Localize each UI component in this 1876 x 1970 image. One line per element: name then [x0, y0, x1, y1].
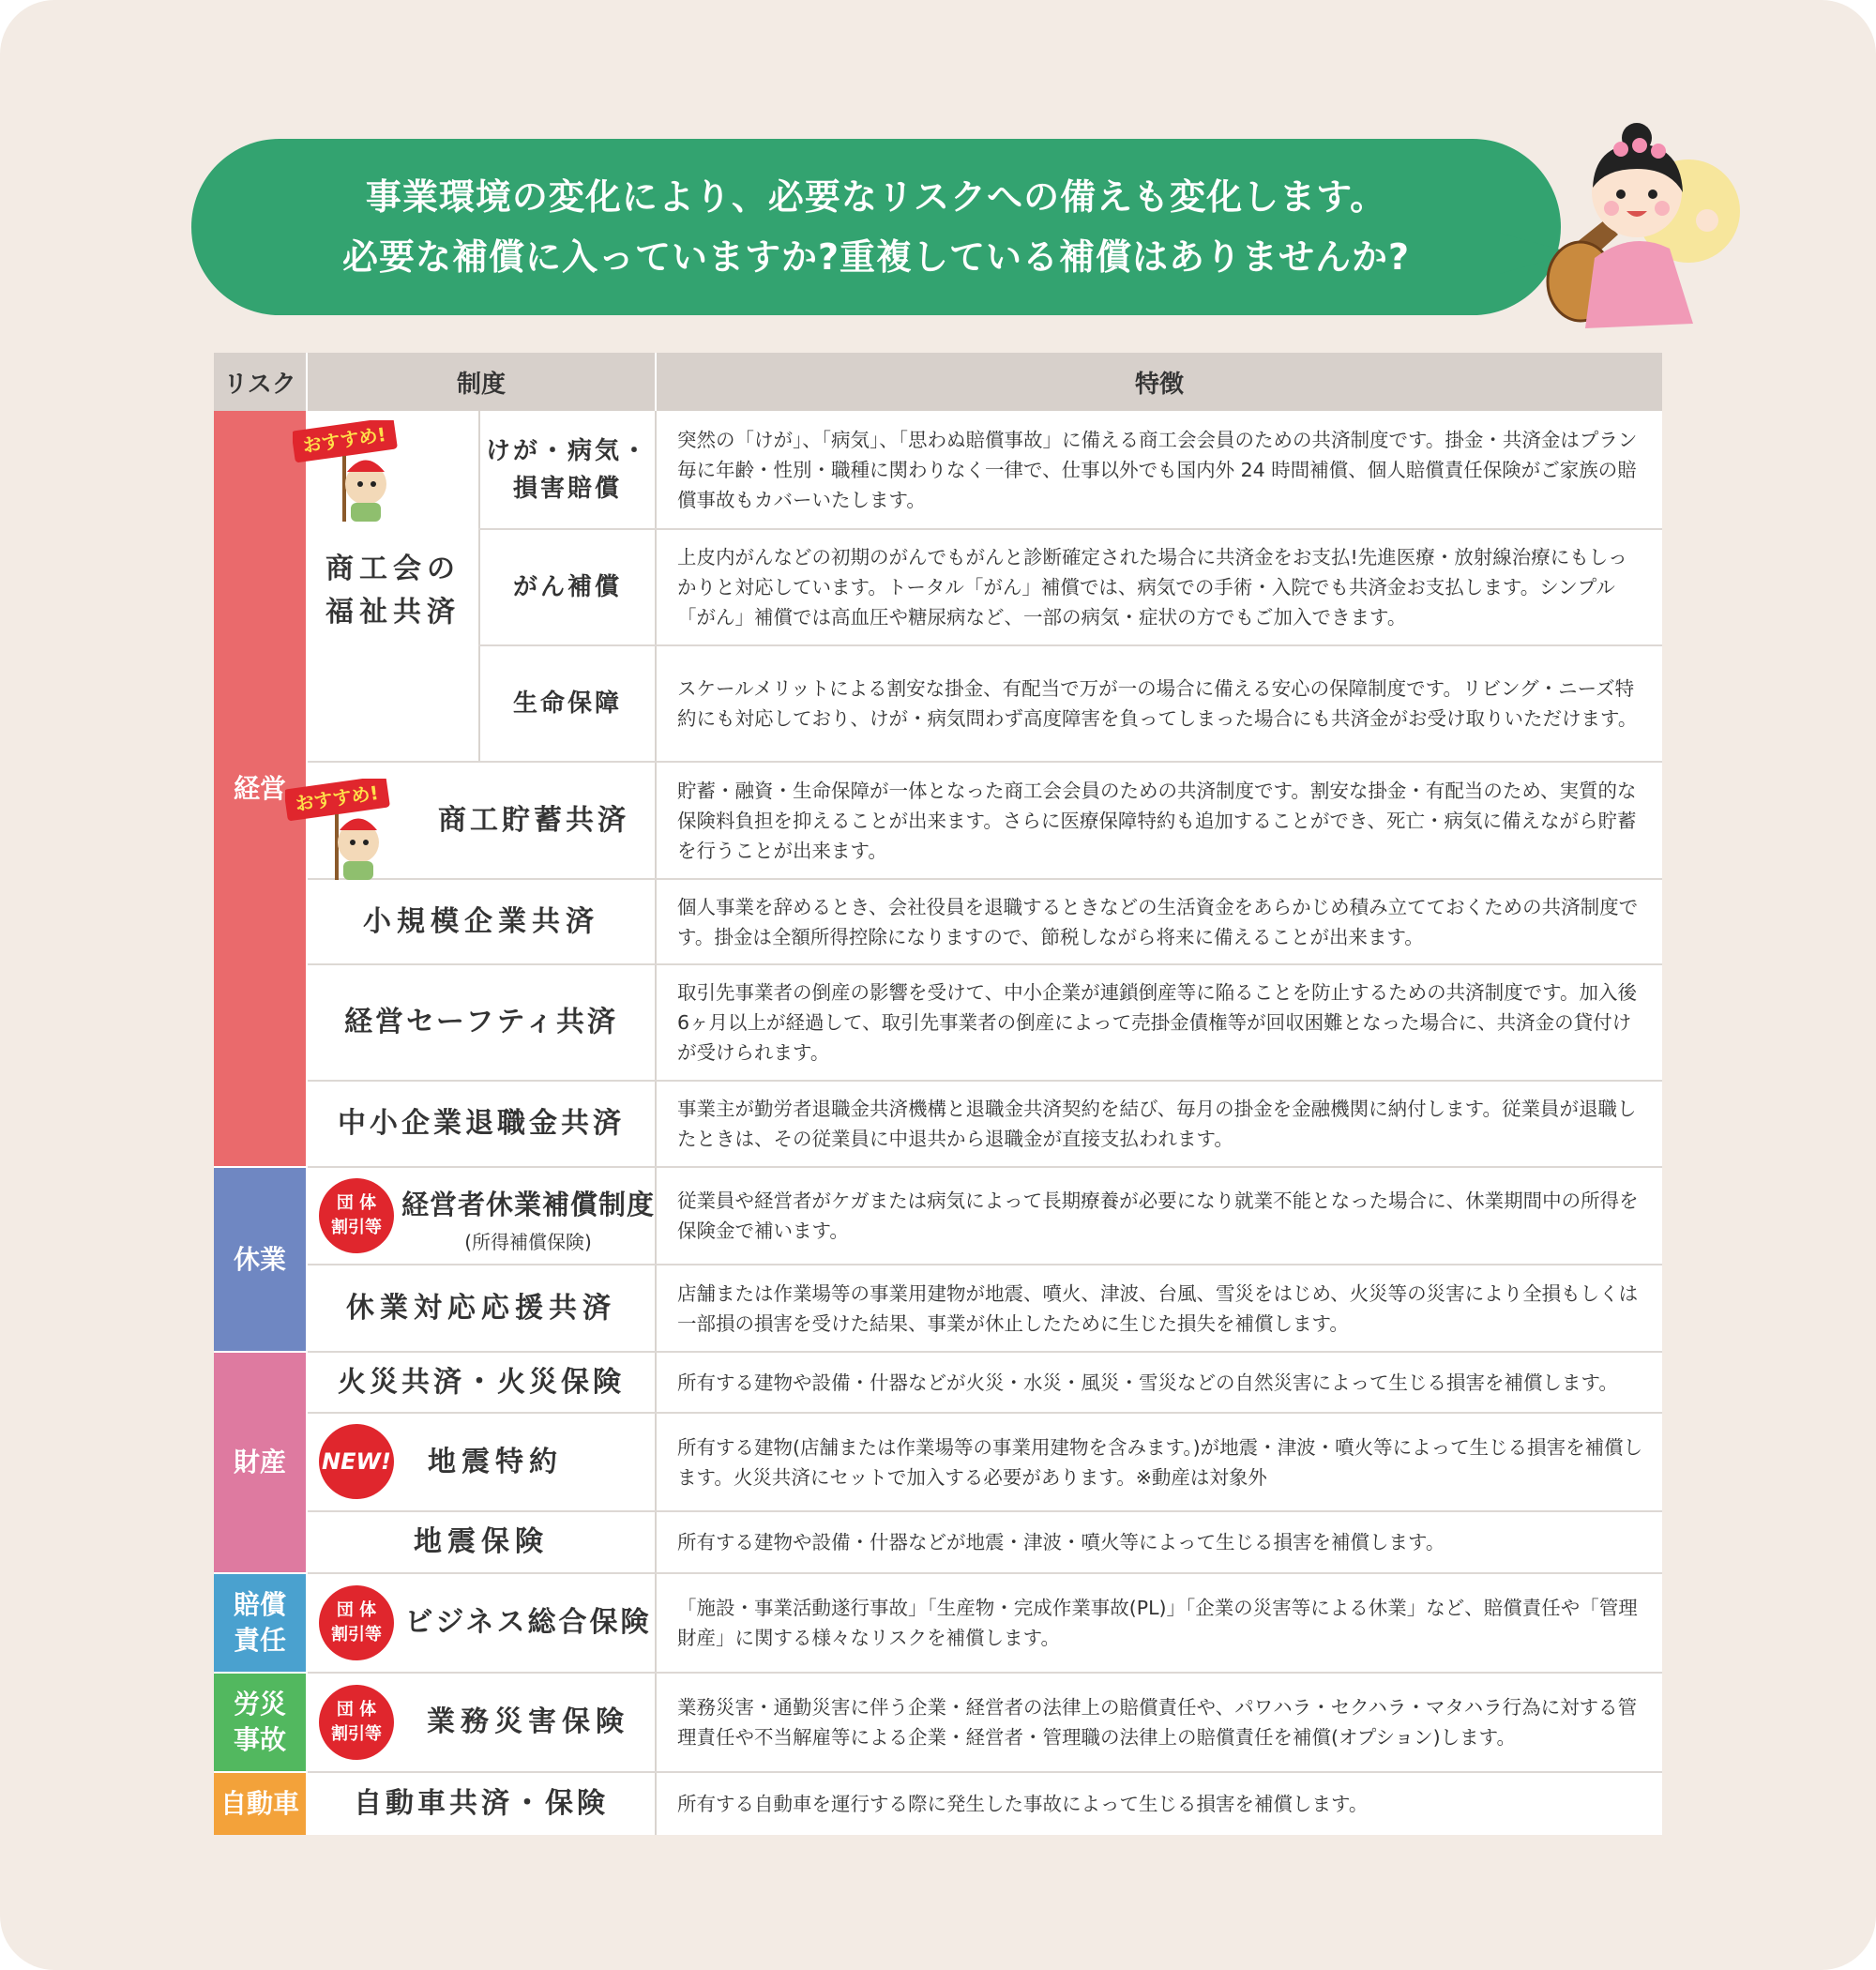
- kyugyo-ouen-name: 休業対応応援共済: [346, 1291, 616, 1325]
- kasai-name: 火災共済・火災保険: [338, 1365, 625, 1399]
- taishokukin-kyosai-feature: 事業主が勤労者退職金共済機構と退職金共済契約を結び、毎月の掛金を金融機関に納付します。従業員が退職したときは、その従業員に中退共から退職金が直接支払われます。: [677, 1098, 1637, 1150]
- group-discount-badge: 団 体 割引等: [319, 1685, 394, 1760]
- fukushi-cancer-feature: 上皮内がんなどの初期のがんでもがんと診断確定された場合に共済金をお支払!先進医療・放射線治療にもしっかりと対応しています。トータル「がん」補償では、病気での手術・入院でも共済金お支払します。シンプル「がん」補償では高血圧や糖尿病など、一部の病気・症状の方でもご加入できます。: [677, 546, 1627, 629]
- column-divider: [655, 411, 657, 1835]
- jishin-tokuyaku-name: 地震特約: [428, 1445, 563, 1478]
- category-keiei: 経営: [214, 411, 306, 1166]
- chochiku-kyosai-name: 商工貯蓄共済: [438, 803, 629, 837]
- category-jidosha: 自動車: [214, 1773, 306, 1835]
- gyomu-saigai-name: 業務災害保険: [427, 1705, 629, 1738]
- shokibo-kigyo-feature: 個人事業を辞めるとき、会社役員を退職するときなどの生活資金をあらかじめ積み立てておくための共済制度です。掛金は全額所得控除になりますので、節税しながら将来に備えることが出来ます。: [677, 895, 1639, 948]
- jishin-hoken-feature: 所有する建物や設備・什器などが地震・津波・噴火等によって生じる損害を補償します。: [677, 1531, 1445, 1553]
- banner-text: [191, 167, 1561, 287]
- jishin-tokuyaku-feature: 所有する建物(店舗または作業場等の事業用建物を含みます。)が地震・津波・噴火等によって生じる損害を補償します。火災共済にセットで加入する必要があります。※動産は対象外: [677, 1435, 1643, 1489]
- fukushi-injury-feature: 突然の「けが」、「病気」、「思わぬ賠償事故」に備える商工会会員のための共済制度です。掛金・共済金はプラン毎に年齢・性別・職種に関わりなく一律で、仕事以外でも国内外 24 時間補償、個人賠償責任保険がご家族の賠償事故もカバーいたします。: [677, 428, 1638, 511]
- kyugyo-ouen-feature: 店舗または作業場等の事業用建物が地震、噴火、津波、台風、雪災をはじめ、火災等の災害により全損もしくは一部損の損害を受けた結果、事業が休止したために生じた損失を補償します。: [677, 1281, 1639, 1335]
- osusume-mascot-badge: [293, 420, 405, 523]
- new-badge: NEW!: [319, 1424, 394, 1499]
- kyugyo-hosho-name: 経営者休業補償制度: [401, 1189, 656, 1220]
- osusume-label: おすすめ!: [294, 780, 381, 816]
- fukushi-sub-cancer: がん補償: [512, 573, 622, 601]
- safety-kyosai-name: 経営セーフティ共済: [344, 1006, 618, 1038]
- category-baisho: 賠償 責任: [214, 1574, 306, 1672]
- jidosha-feature: 所有する自動車を運行する際に発生した事故によって生じる損害を補償します。: [677, 1793, 1369, 1815]
- banner-line-2: 必要な補償に入っていますか?重複している補償はありませんか?: [341, 236, 1411, 278]
- category-zaisan: 財産: [214, 1353, 306, 1572]
- fukushi-kyosai-name: 商工会の 福祉共済: [325, 553, 461, 629]
- safety-kyosai-feature: 取引先事業者の倒産の影響を受けて、中小企業が連鎖倒産等に陥ることを防止するための共済制度です。加入後6ヶ月以上が経過して、取引先事業者の倒産によって売掛金債権等が回収困難となった場合に、共済金の貸付けが受けられます。: [677, 981, 1637, 1064]
- osusume-label: おすすめ!: [301, 422, 388, 458]
- banner-line-1: 事業環境の変化により、必要なリスクへの備えも変化します。: [365, 176, 1387, 218]
- fukushi-life-feature: スケールメリットによる割安な掛金、有配当で万が一の場合に備える安心の保障制度です。リビング・ニーズ特約にも対応しており、けが・病気問わず高度障害を負ってしまった場合にも共済金がお受け取りいただけます。: [677, 677, 1638, 730]
- fukushi-sub-injury: けが・病気・ 損害賠償: [485, 436, 649, 503]
- category-rosai: 労災 事故: [214, 1674, 306, 1771]
- kyugyo-hosho-feature: 従業員や経営者がケガまたは病気によって長期療養が必要になり就業不能となった場合に、休業期間中の所得を保険金で補います。: [677, 1190, 1639, 1242]
- business-sogo-feature: 「施設・事業活動遂行事故」「生産物・完成作業事故(PL)」「企業の災害等による休業」など、賠償責任や「管理財産」に関する様々なリスクを補償します。: [677, 1597, 1638, 1649]
- header-risk: リスク: [214, 353, 306, 411]
- jidosha-name: 自動車共済・保険: [354, 1787, 609, 1820]
- shokibo-kigyo-name: 小規模企業共済: [363, 904, 599, 938]
- gyomu-saigai-feature: 業務災害・通勤災害に伴う企業・経営者の法律上の賠償責任や、パワハラ・セクハラ・マタハラ行為に対する管理責任や不当解雇等による企業・経営者・管理職の法律上の賠償責任を補償(オプション)します。: [677, 1696, 1638, 1749]
- group-discount-badge: 団 体 割引等: [319, 1178, 394, 1253]
- fukushi-sub-life: 生命保障: [512, 690, 622, 718]
- kasai-feature: 所有する建物や設備・什器などが火災・水災・風災・雪災などの自然災害によって生じる損害を補償します。: [677, 1371, 1618, 1394]
- taishokukin-kyosai-name: 中小企業退職金共済: [338, 1107, 625, 1140]
- header-system: 制度: [308, 353, 655, 411]
- osusume-mascot-badge: [285, 779, 398, 882]
- kyugyo-hosho-sub: (所得補償保険): [464, 1231, 592, 1253]
- princess-mascot-illustration: [1529, 117, 1745, 333]
- group-discount-badge: 団 体 割引等: [319, 1585, 394, 1660]
- jishin-hoken-name: 地震保険: [414, 1525, 549, 1558]
- business-sogo-name: ビジネス総合保険: [404, 1606, 652, 1639]
- chochiku-kyosai-feature: 貯蓄・融資・生命保障が一体となった商工会会員のための共済制度です。割安な掛金・有配当のため、実質的な保険料負担を抑えることが出来ます。さらに医療保障特約も追加することができ、死亡・病気に備えながら貯蓄を行うことが出来ます。: [677, 779, 1637, 862]
- category-kyugyo: 休業: [214, 1168, 306, 1351]
- header-feature: 特徴: [657, 353, 1662, 411]
